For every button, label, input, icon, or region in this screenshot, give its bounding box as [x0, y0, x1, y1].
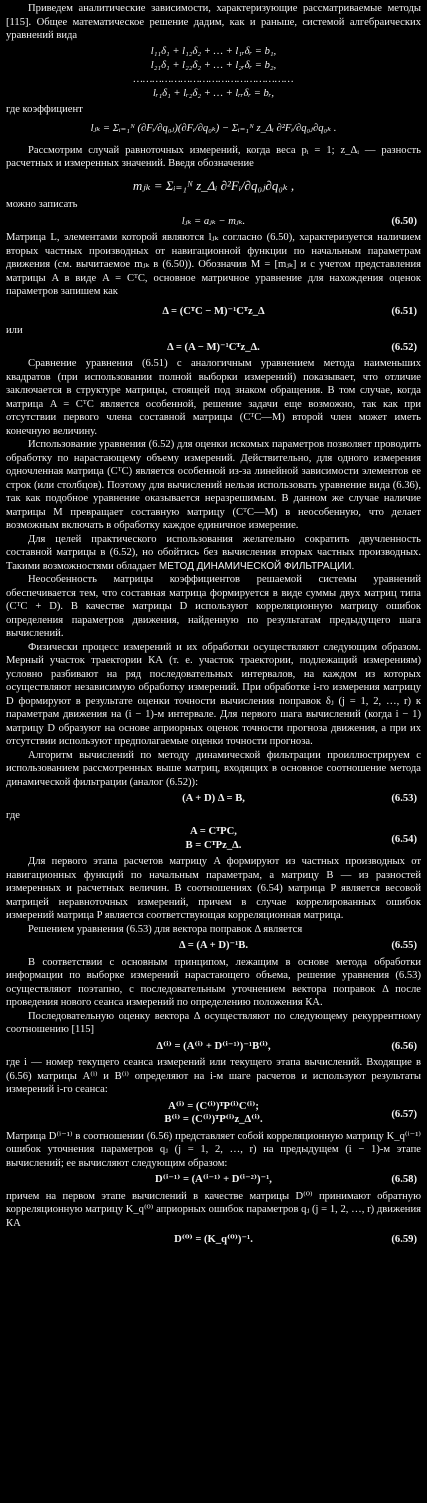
system-row-ellipsis: …………………………………………… [133, 73, 294, 85]
equation-number: (6.55) [391, 940, 417, 951]
equation-number: (6.58) [391, 1174, 417, 1185]
method-name: МЕТОД ДИНАМИЧЕСКОЙ ФИЛЬТРАЦИИ. [158, 560, 355, 572]
system-row-1: l₁₁δ₁ + l₁₂δ₂ + … + l₁ᵣδᵣ = b₁, [150, 45, 277, 57]
system-row-r: lᵣ₁δ₁ + lᵣ₂δ₂ + … + lᵣᵣδᵣ = bᵣ, [152, 87, 275, 99]
equation-system [6, 45, 421, 101]
equation-6-53: (A + D) Δ = B, (6.53) [182, 793, 417, 804]
paragraph-session-index: где i — номер текущего сеанса измерений или текущего этапа вычислений. Входящие в (6.56) матрицы A⁽ⁱ⁾ и B⁽ⁱ⁾ определяют на i-м шаге расчетов и используют результаты измерений i-го сеанса: [6, 1057, 421, 1095]
equation-number: (6.59) [391, 1234, 417, 1245]
label-where: где [6, 809, 20, 821]
paragraph-algorithm: Алгоритм вычислений по методу динамической фильтрации проиллюстрируем с использованием рассмотренных выше матриц, входящих в основное соотношение метода динамической фильтрации (аналог (6.52)): [6, 749, 421, 788]
equation-6-55: Δ = (A + D)⁻¹B. (6.55) [179, 940, 417, 951]
paragraph-matrix-d: Матрица D⁽ⁱ⁻¹⁾ в соотношении (6.56) представляет собой корреляционную матрицу K_q⁽ⁱ⁻¹⁾ ошибок уточнения параметров qⱼ (j = 1, 2, …, r) на предыдущем (i − 1)-м этапе вычислений; ее вычисляют следующим образом: [6, 1130, 421, 1169]
equation-number: (6.54) [391, 834, 417, 845]
equation-ljk: lⱼₖ = Σᵢ₌₁ᴺ (∂Fᵢ/∂q₀ⱼ)(∂Fᵢ/∂q₀ₖ) − Σᵢ₌₁ᴺ z_Δᵢ ∂²Fᵢ/∂q₀ⱼ∂q₀ₖ . [90, 123, 337, 134]
label-or: или [6, 325, 23, 336]
label-can-write: можно записать [6, 199, 78, 210]
system-row-2: l₂₁δ₁ + l₂₂δ₂ + … + l₂ᵣδᵣ = b₂, [150, 59, 277, 71]
equation-mjk: mⱼₖ = Σᵢ₌₁ᴺ z_Δᵢ ∂²Fᵢ/∂q₀ⱼ∂q₀ₖ , [132, 177, 295, 193]
paragraph-intro: Приведем аналитические зависимости, характеризующие рассматриваемые методы [115]. Общее математическое решение дадим, как и раньше, системой алгебраических уравнений вида [6, 3, 421, 41]
paragraph-principle: В соответствии с основным принципом, лежащим в основе метода обработки информации по выборке измерений нарастающего объема, решение уравнения (6.53) осуществляют поэтапно, с последовательным уточнением вектора поправок Δ после проведения нового сеанса измерений по определению положения КА. [6, 956, 421, 1008]
paragraph-solution: Решением уравнения (6.53) для вектора поправок Δ является [28, 923, 303, 935]
paragraph-nonsingularity: Неособенность матрицы коэффициентов решаемой системы уравнений обеспечивается тем, что составная матрица формируется в виде суммы двух матриц типа (CᵀC + D). В качестве матрицы D используют корреляционную матрицу ошибок определения параметров движения, найденную по результатам предыдущего шага вычислений. [6, 574, 421, 639]
equation-6-51: Δ = (CᵀC − M)⁻¹Cᵀz_Δ (6.51) [162, 305, 417, 317]
equation-6-52: Δ = (A − M)⁻¹Cᵀz_Δ. (6.52) [167, 341, 417, 353]
equation-6-57: A⁽ⁱ⁾ = (C⁽ⁱ⁾)ᵀP⁽ⁱ⁾C⁽ⁱ⁾; B⁽ⁱ⁾ = (C⁽ⁱ⁾)ᵀP⁽ⁱ⁾z_Δ⁽ⁱ⁾. (6.57) [164, 1100, 417, 1125]
paragraph-recurrent: Последовательную оценку вектора Δ осуществляют по следующему рекуррентному соотношению [115] [6, 1010, 421, 1035]
equation-number: (6.51) [391, 305, 417, 317]
paragraph-equal-accuracy: Рассмотрим случай равноточных измерений, когда веса pᵢ = 1; z_Δᵢ — разность расчетных и измеренных значений. Введя обозначение [6, 144, 421, 169]
equation-number: (6.53) [391, 793, 417, 804]
paragraph-first-stage: Для первого этапа расчетов матрицу A формируют из частных производных от навигационных функций по начальным параметрам, а матрицу B — из разностей измеренных и расчетных величин. В соотношениях (6.54) матрица P является весовой матрицей неравноточных измерений, причем в случае коррелированных ошибок измерений матрица P является соответствующая корреляционная матрица. [6, 856, 421, 921]
equation-6-56: Δ⁽ⁱ⁾ = (A⁽ⁱ⁾ + D⁽ⁱ⁻¹⁾)⁻¹B⁽ⁱ⁾, (6.56) [156, 1040, 417, 1052]
equation-number: (6.56) [391, 1040, 417, 1052]
paragraph-first-stage-d0: причем на первом этапе вычислений в качестве матрицы D⁽⁰⁾ принимают обратную корреляционную матрицу K_q⁽⁰⁾ априорных ошибок параметров qⱼ (j = 1, 2, …, r) движения КА [6, 1190, 421, 1229]
label-where-coefficient: где коэффициент [6, 103, 83, 115]
paragraph-physical-process: Физически процесс измерений и их обработки осуществляют следующим образом. Мерный участок траектории КА (т. е. участок траектории, подлежащий измерениям) условно разбивают на ряд последовательных интервалов, на каждом из которых осуществляют независимую обработку измерений. При обработке i-го измерения матрицу D формируют в результате оценки точности вычисления поправок δⱼ (j = 1, 2, …, r) к параметрам движения на (i − 1)-м интервале. Для первого шага вычислений (когда i − 1) матрицу D образуют на основе априорных оценок точности прогноза движения, а при их отсутствии используют предполагаемые оценки точности прогноза. [6, 641, 421, 747]
paragraph-comparison: Сравнение уравнения (6.51) с аналогичным уравнением метода наименьших квадратов (при использовании полной выборки измерений) показывает, что отличие заключается в структуре матрицы, стоящей под знаком обращения. В том случае, когда матрица A = CᵀC является особенной, решение задачи еще возможно, так как при отсутствии первого члена составной матрицы (CᵀC—M) второй член может иметь конечную величину. [6, 358, 421, 437]
equation-6-58: D⁽ⁱ⁻¹⁾ = (A⁽ⁱ⁻¹⁾ + D⁽ⁱ⁻²⁾)⁻¹, (6.58) [155, 1174, 417, 1185]
equation-number: (6.52) [391, 341, 417, 353]
equation-6-54: A = CᵀPC, B = CᵀPz_Δ. (6.54) [185, 826, 417, 851]
paragraph-usage: Использование уравнения (6.52) для оценки искомых параметров позволяет проводить обработку по нарастающему объему измерений. Действительно, для одного измерения одночленная матрица (CᵀC) является особенной из-за линейной зависимости элементов ее строк (или столбцов). Поэтому для вычислений нельзя использовать уравнение вида (6.36), так как подобное уравнение оказывается неразрешимым. В данном же случае наличие матрицы M превращает составную матрицу (CᵀC—M) в неособенную, что делает возможным включать в обработку каждое единичное измерение. [6, 439, 421, 531]
equation-number: (6.57) [391, 1108, 417, 1120]
equation-number: (6.50) [391, 215, 417, 227]
equation-6-59: D⁽⁰⁾ = (K_q⁽⁰⁾)⁻¹. (6.59) [174, 1234, 417, 1245]
equation-6-50: lⱼₖ = aⱼₖ − mⱼₖ. (6.50) [181, 215, 417, 227]
paragraph-practical: Для целей практического использования желательно сократить двучленность составной матрицы в (6.52), но обойтись без вычисления вторых частных производных. Такими возможностями обладает МЕТОД ДИНАМИЧЕСКОЙ ФИЛЬТРАЦИИ. [6, 533, 421, 572]
paragraph-matrix-l: Матрица L, элементами которой являются lⱼₖ согласно (6.50), характеризуется наличием вторых частных производных от навигационной функции по начальным параметрам движения (см. вычитаемое mⱼₖ в (6.50)). Обозначив M = [mⱼₖ] и с учетом представления матрицы A в виде A = CᵀC, основное матричное уравнение для нахождения оценок параметров запишем как [6, 232, 421, 297]
